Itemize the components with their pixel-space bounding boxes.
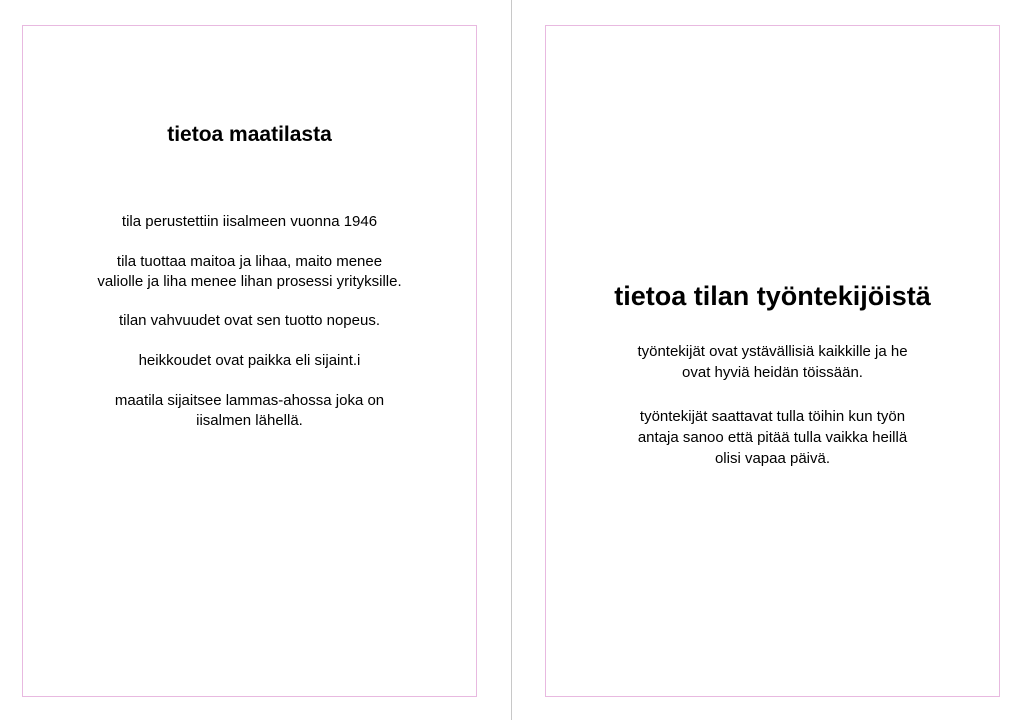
slide-farm-info[interactable] xyxy=(22,25,477,697)
body-paragraph: tilan vahvuudet ovat sen tuotto nopeus. xyxy=(118,312,381,330)
body-paragraph: heikkoudet ovat paikka eli sijaint.i xyxy=(138,352,361,370)
slide-content-area xyxy=(546,26,999,696)
slide-workers-info[interactable] xyxy=(545,25,1000,697)
body-paragraph: maatila sijaitsee lammas-ahossa joka on iisalmen lähellä. xyxy=(114,391,385,429)
slide-divider xyxy=(511,0,512,720)
slide-title: tietoa maatilasta xyxy=(167,123,332,146)
slide-title: tietoa tilan työntekijöistä xyxy=(614,281,931,311)
body-paragraph: tila perustettiin iisalmeen vuonna 1946 xyxy=(121,213,378,230)
slide-content-area xyxy=(23,26,476,696)
body-paragraph: työntekijät saattavat tulla töihin kun työn antaja sanoo että pitää tulla vaikka heillä olisi vapaa päivä. xyxy=(637,407,908,468)
slide-body xyxy=(546,341,999,469)
body-paragraph: tila tuottaa maitoa ja lihaa, maito menee valiolle ja liha menee lihan prosessi yrityksille. xyxy=(97,252,402,290)
body-paragraph: työntekijät ovat ystävällisiä kaikkille ja he ovat hyviä heidän töissään. xyxy=(637,343,908,382)
slide-body xyxy=(23,212,476,431)
